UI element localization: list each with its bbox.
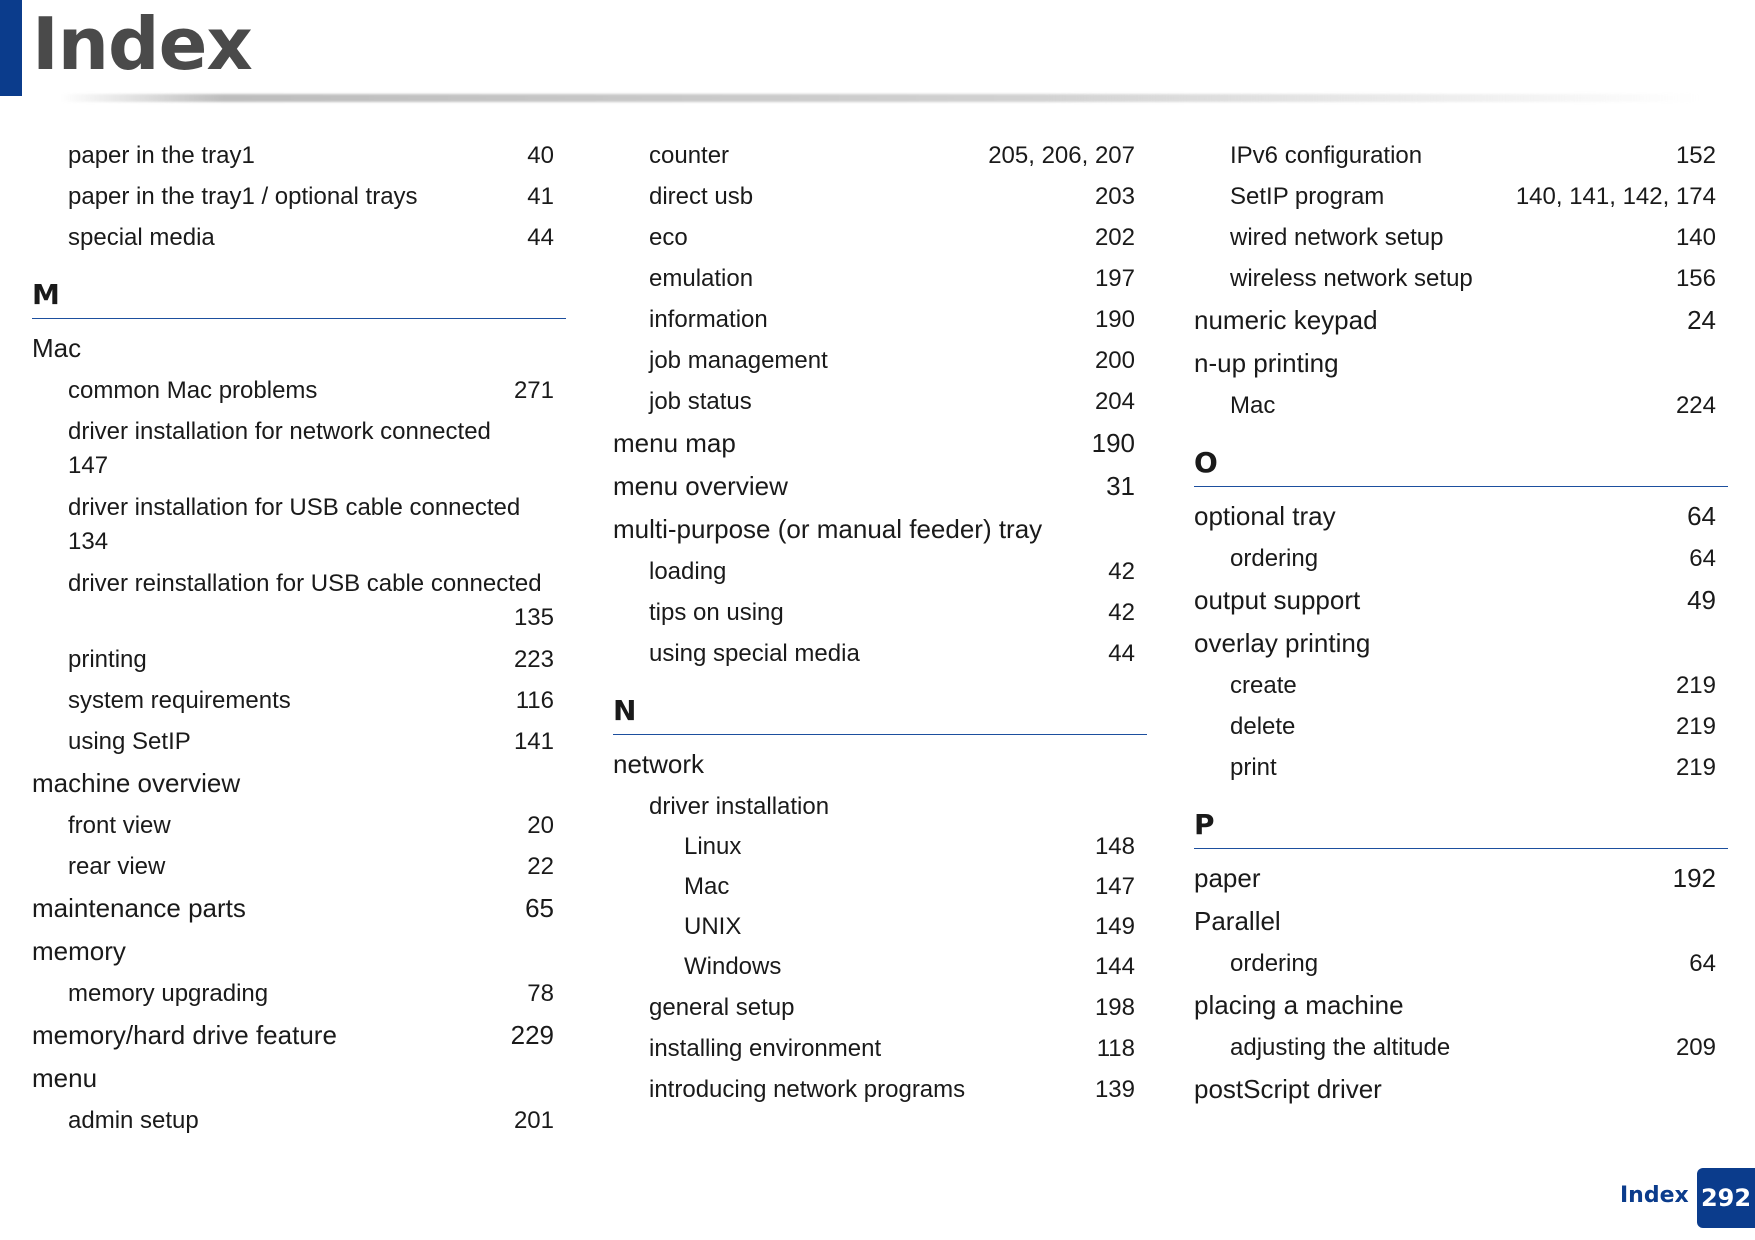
- index-entry: [32, 721, 566, 762]
- title-divider: [60, 94, 1700, 102]
- index-entry-pages[interactable]: 219: [1675, 713, 1716, 740]
- index-entry-term: counter: [649, 142, 730, 169]
- index-entry-pages[interactable]: 229: [510, 1020, 554, 1050]
- index-entry-pages[interactable]: 22: [527, 853, 554, 880]
- index-entry: [613, 135, 1147, 176]
- index-entry-term: memory upgrading: [68, 980, 269, 1007]
- index-entry: [32, 762, 566, 805]
- index-entry: [613, 987, 1147, 1028]
- index-entry: [32, 930, 566, 973]
- index-entry-pages[interactable]: 44: [1108, 640, 1135, 667]
- index-entry-pages[interactable]: 31: [1106, 471, 1135, 501]
- page-title: Index: [32, 2, 252, 86]
- index-entry-term: special media: [68, 224, 215, 251]
- index-entry: [32, 1057, 566, 1100]
- index-entry-pages[interactable]: 223: [513, 646, 554, 673]
- index-entry-term: machine overview: [32, 768, 241, 798]
- index-entry-pages[interactable]: 147: [1094, 873, 1135, 900]
- index-letter-heading: P: [1194, 806, 1728, 849]
- index-entry: [1194, 258, 1728, 299]
- index-entry: [32, 563, 566, 639]
- index-entry: [1194, 385, 1728, 426]
- index-entry: [1194, 943, 1728, 984]
- index-entry: [1194, 900, 1728, 943]
- index-entry: [32, 135, 566, 176]
- index-entry: [1194, 622, 1728, 665]
- page-number-badge: 292: [1697, 1168, 1755, 1228]
- index-entry-term: print: [1230, 754, 1277, 781]
- index-entry-pages[interactable]: 40: [527, 142, 554, 169]
- index-entry: [613, 508, 1147, 551]
- index-entry: [32, 327, 566, 370]
- index-entry-pages[interactable]: 190: [1091, 428, 1135, 458]
- index-entry-term: information: [649, 306, 768, 333]
- index-entry: [613, 947, 1147, 987]
- index-entry-pages[interactable]: 64: [1689, 545, 1716, 572]
- index-entry: [32, 1014, 566, 1057]
- index-entry-pages[interactable]: 144: [1094, 953, 1135, 980]
- index-entry: [32, 680, 566, 721]
- index-entry-term: Windows: [684, 953, 782, 980]
- index-entry: [613, 743, 1147, 786]
- index-entry-pages[interactable]: 201: [513, 1107, 554, 1134]
- index-entry-pages[interactable]: 149: [1094, 913, 1135, 940]
- index-entry: [1194, 135, 1728, 176]
- index-entry-pages[interactable]: 200: [1094, 347, 1135, 374]
- index-letter-heading: N: [613, 692, 1147, 735]
- index-entry: [32, 217, 566, 258]
- index-entry-term: Mac: [1230, 392, 1276, 419]
- index-entry: [613, 867, 1147, 907]
- index-entry-pages[interactable]: 65: [525, 893, 554, 923]
- index-entry: [613, 786, 1147, 827]
- index-entry-term: paper in the tray1 / optional trays: [68, 183, 418, 210]
- index-entry-term: network: [613, 749, 705, 779]
- index-entry-term: memory/hard drive feature: [32, 1020, 337, 1050]
- index-entry-pages[interactable]: 209: [1675, 1034, 1716, 1061]
- index-entry: [32, 846, 566, 887]
- index-entry: [613, 827, 1147, 867]
- index-entry-term: placing a machine: [1194, 990, 1404, 1020]
- index-entry: [1194, 706, 1728, 747]
- index-entry-pages[interactable]: 156: [1675, 265, 1716, 292]
- index-entry: [1194, 217, 1728, 258]
- index-entry-pages[interactable]: 20: [527, 812, 554, 839]
- index-entry-term: admin setup: [68, 1107, 199, 1134]
- index-entry-pages[interactable]: 219: [1675, 672, 1716, 699]
- index-entry-term: paper in the tray1: [68, 142, 255, 169]
- index-entry-term: driver installation for network connected: [68, 418, 491, 445]
- index-entry-term: job management: [649, 347, 828, 374]
- index-entry-pages[interactable]: 44: [527, 224, 554, 251]
- footer-section-label: Index: [1620, 1183, 1689, 1208]
- index-entry-term: job status: [649, 388, 752, 415]
- index-entry-term: menu: [32, 1063, 98, 1093]
- index-entry-term: ordering: [1230, 545, 1319, 572]
- index-entry-pages[interactable]: 203: [1094, 183, 1135, 210]
- index-entry-term: multi-purpose (or manual feeder) tray: [613, 514, 1043, 544]
- index-entry: [1194, 1027, 1728, 1068]
- index-entry-term: general setup: [649, 994, 795, 1021]
- index-entry-pages[interactable]: 202: [1094, 224, 1135, 251]
- index-entry-pages[interactable]: 192: [1672, 863, 1716, 893]
- index-entry-term: menu overview: [613, 471, 788, 501]
- index-entry: [32, 639, 566, 680]
- index-entry-pages[interactable]: 152: [1675, 142, 1716, 169]
- index-entry: [613, 1069, 1147, 1110]
- index-entry: [613, 907, 1147, 947]
- index-entry: [613, 551, 1147, 592]
- index-entry-term: ordering: [1230, 950, 1319, 977]
- index-entry: [32, 1100, 566, 1141]
- index-entry: [613, 176, 1147, 217]
- index-entry: [1194, 857, 1728, 900]
- index-entry-term: maintenance parts: [32, 893, 246, 923]
- index-entry-term: create: [1230, 672, 1297, 699]
- index-entry-term: IPv6 configuration: [1230, 142, 1423, 169]
- index-entry-pages[interactable]: 140, 141, 142, 174: [1515, 183, 1716, 210]
- index-entry-pages[interactable]: 141: [513, 728, 554, 755]
- index-entry-term: driver installation for USB cable connected: [68, 494, 521, 521]
- index-column-3: [1194, 135, 1728, 1111]
- index-entry-pages[interactable]: 224: [1675, 392, 1716, 419]
- index-entry-term: Mac: [684, 873, 730, 900]
- index-entry-pages[interactable]: 139: [1094, 1076, 1135, 1103]
- index-entry: [1194, 984, 1728, 1027]
- index-entry-term: SetIP program: [1230, 183, 1385, 210]
- index-entry: [613, 381, 1147, 422]
- index-entry-term: driver installation: [649, 793, 830, 820]
- index-letter-heading: M: [32, 276, 566, 319]
- index-entry-term: front view: [68, 812, 171, 839]
- index-entry-pages[interactable]: 198: [1094, 994, 1135, 1021]
- index-entry: [613, 217, 1147, 258]
- index-entry-term: paper: [1194, 863, 1261, 893]
- index-entry-term: system requirements: [68, 687, 291, 714]
- index-column-2: [613, 135, 1147, 1110]
- index-entry-term: UNIX: [684, 913, 742, 940]
- index-entry-pages[interactable]: 116: [515, 687, 554, 714]
- index-entry-term: overlay printing: [1194, 628, 1371, 658]
- index-entry-term: wired network setup: [1230, 224, 1444, 251]
- index-entry: [1194, 1068, 1728, 1111]
- index-entry-pages[interactable]: 219: [1675, 754, 1716, 781]
- index-entry-term: using SetIP: [68, 728, 191, 755]
- index-entry-term: loading: [649, 558, 727, 585]
- index-entry: [1194, 342, 1728, 385]
- index-entry-pages[interactable]: 204: [1094, 388, 1135, 415]
- index-entry: [32, 176, 566, 217]
- index-entry: [32, 887, 566, 930]
- index-entry-term: using special media: [649, 640, 860, 667]
- index-entry-pages[interactable]: 190: [1094, 306, 1135, 333]
- index-entry-pages[interactable]: 24: [1687, 305, 1716, 335]
- index-entry-pages[interactable]: 42: [1108, 599, 1135, 626]
- index-entry-term: eco: [649, 224, 688, 251]
- index-entry-pages[interactable]: 271: [513, 377, 554, 404]
- index-entry-pages[interactable]: 41: [527, 183, 554, 210]
- index-entry-pages[interactable]: 135: [513, 604, 554, 631]
- index-entry: [32, 805, 566, 846]
- index-entry-pages[interactable]: 78: [527, 980, 554, 1007]
- index-entry-term: Mac: [32, 333, 82, 363]
- index-entry: [613, 592, 1147, 633]
- index-entry-term: menu map: [613, 428, 736, 458]
- index-entry: [1194, 495, 1728, 538]
- index-entry-term: Parallel: [1194, 906, 1281, 936]
- index-column-1: [32, 135, 566, 1141]
- index-entry-term: numeric keypad: [1194, 305, 1378, 335]
- index-entry: [1194, 579, 1728, 622]
- index-entry-term: adjusting the altitude: [1230, 1034, 1451, 1061]
- index-entry: [32, 411, 566, 487]
- index-entry-term: emulation: [649, 265, 754, 292]
- index-entry: [613, 258, 1147, 299]
- index-entry-pages[interactable]: 134: [68, 528, 109, 555]
- index-entry: [613, 299, 1147, 340]
- index-entry: [613, 422, 1147, 465]
- index-entry-pages[interactable]: 197: [1094, 265, 1135, 292]
- index-entry-term: wireless network setup: [1230, 265, 1473, 292]
- index-entry-term: optional tray: [1194, 501, 1336, 531]
- index-entry-pages[interactable]: 140: [1675, 224, 1716, 251]
- index-entry-term: rear view: [68, 853, 166, 880]
- index-entry: [1194, 299, 1728, 342]
- index-entry-pages[interactable]: 147: [68, 452, 109, 479]
- index-entry-pages[interactable]: 148: [1094, 833, 1135, 860]
- index-entry-term: installing environment: [649, 1035, 882, 1062]
- index-entry-term: postScript driver: [1194, 1074, 1382, 1104]
- index-entry-term: output support: [1194, 585, 1361, 615]
- index-entry: [32, 973, 566, 1014]
- index-entry-pages[interactable]: 118: [1096, 1035, 1135, 1062]
- index-entry-pages[interactable]: 205, 206, 207: [988, 142, 1135, 169]
- index-entry: [613, 1028, 1147, 1069]
- index-entry-term: driver reinstallation for USB cable connected: [68, 570, 542, 597]
- index-letter-heading: O: [1194, 444, 1728, 487]
- index-entry: [1194, 538, 1728, 579]
- index-entry: [1194, 176, 1728, 217]
- index-entry-pages[interactable]: 42: [1108, 558, 1135, 585]
- index-entry-term: n-up printing: [1194, 348, 1339, 378]
- index-entry-pages[interactable]: 49: [1687, 585, 1716, 615]
- index-entry-pages[interactable]: 64: [1689, 950, 1716, 977]
- index-entry: [32, 370, 566, 411]
- index-entry-term: introducing network programs: [649, 1076, 966, 1103]
- title-accent-bar: [0, 0, 22, 96]
- index-entry: [613, 633, 1147, 674]
- index-entry: [613, 340, 1147, 381]
- index-entry-pages[interactable]: 64: [1687, 501, 1716, 531]
- index-entry: [613, 465, 1147, 508]
- index-entry-term: memory: [32, 936, 126, 966]
- index-entry-term: common Mac problems: [68, 377, 318, 404]
- index-entry-term: Linux: [684, 833, 742, 860]
- index-entry-term: direct usb: [649, 183, 754, 210]
- index-entry: [32, 487, 566, 563]
- index-entry-term: tips on using: [649, 599, 784, 626]
- index-entry: [1194, 665, 1728, 706]
- index-entry-term: delete: [1230, 713, 1296, 740]
- index-entry: [1194, 747, 1728, 788]
- index-entry-term: printing: [68, 646, 147, 673]
